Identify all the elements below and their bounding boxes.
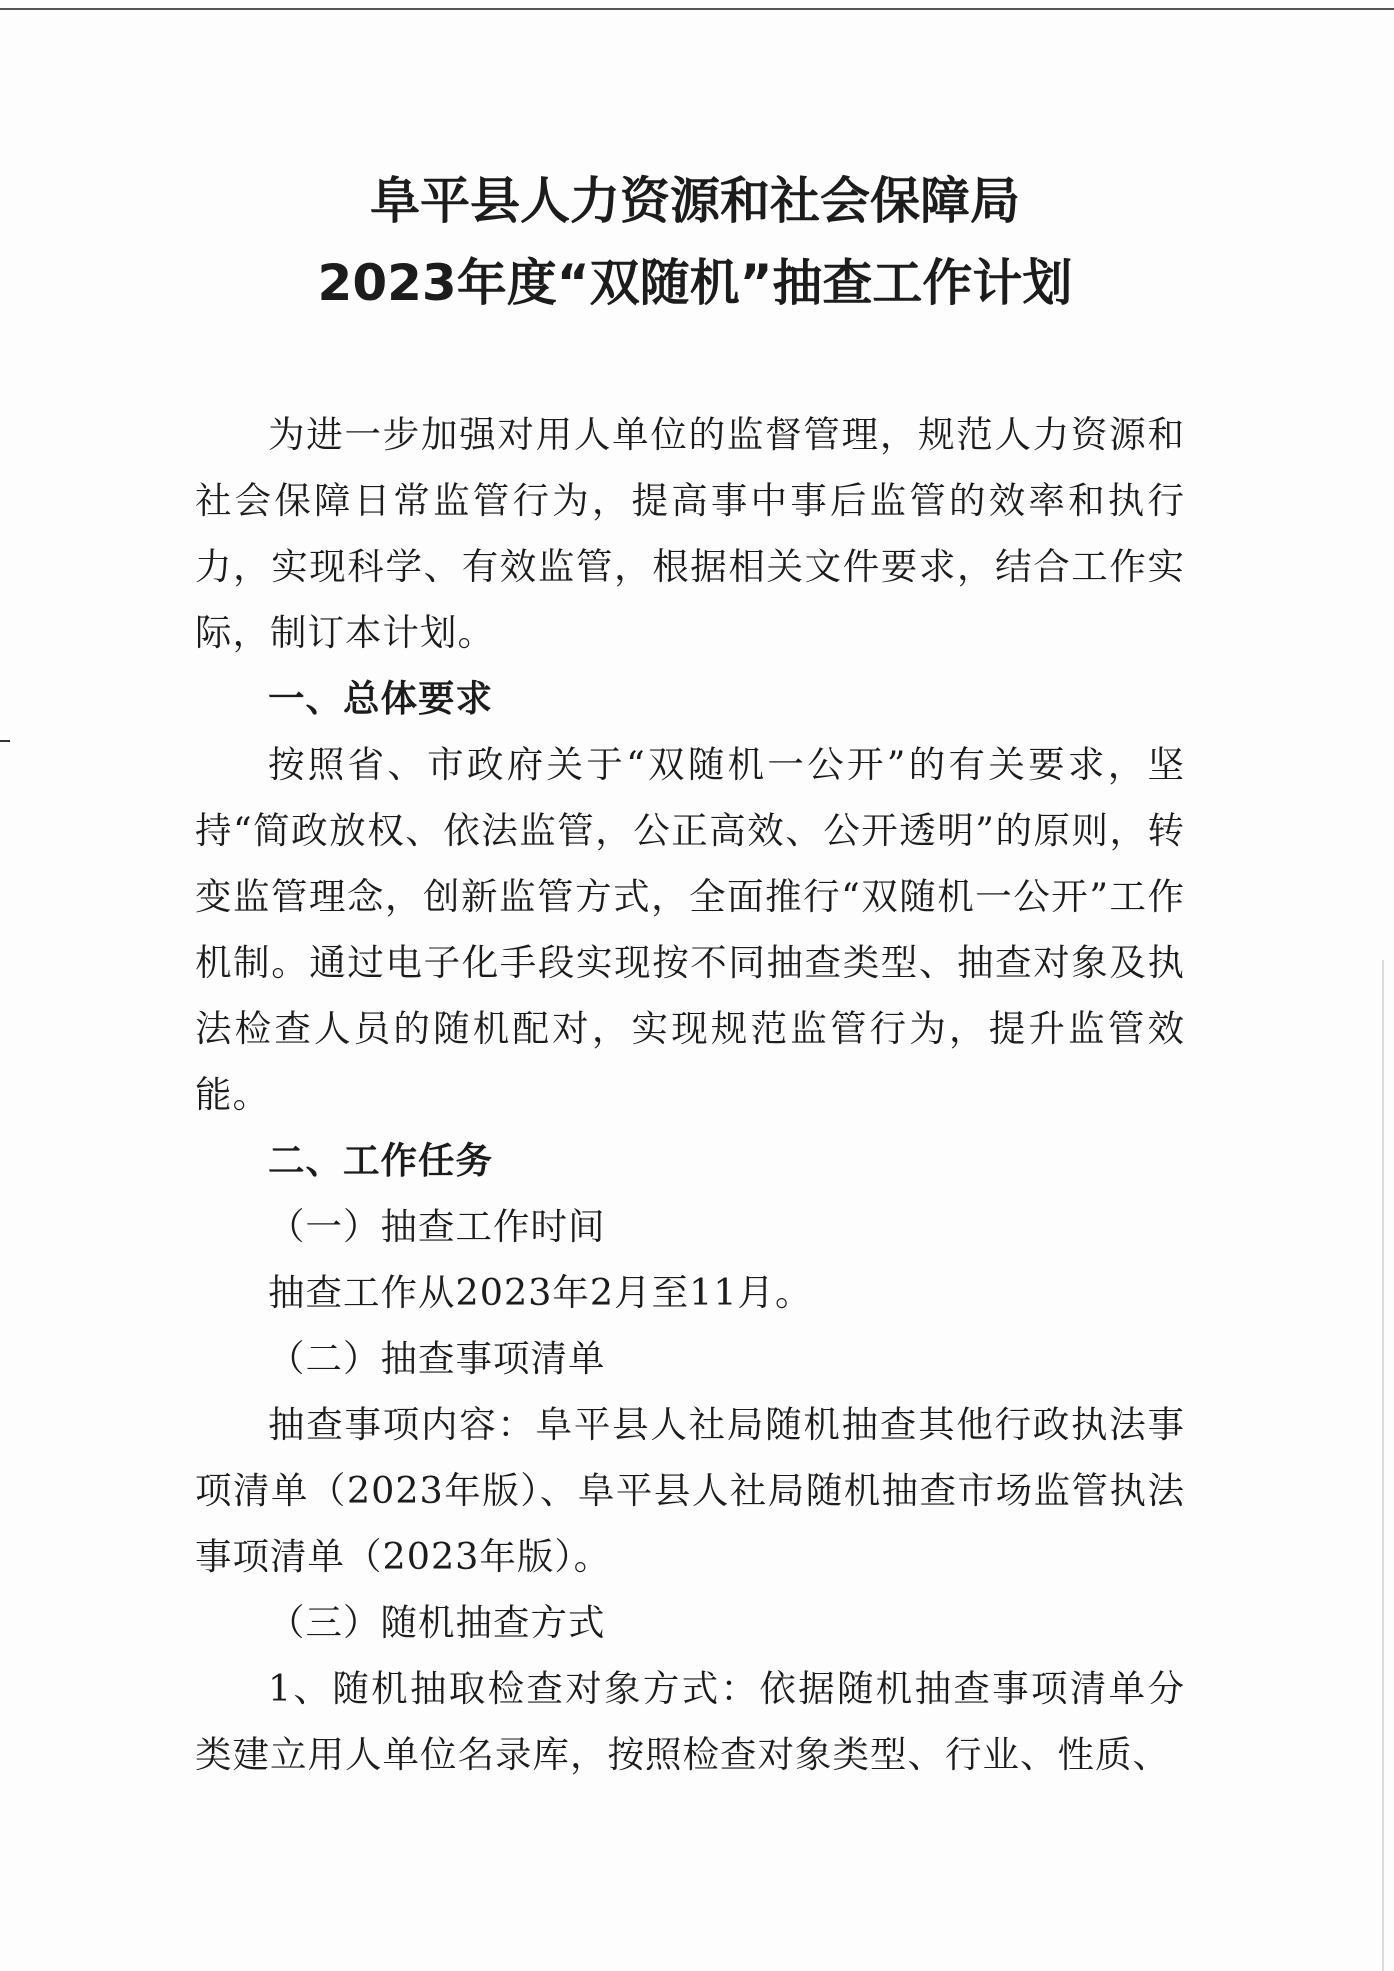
subsection-2-paragraph: 抽查事项内容：阜平县人社局随机抽查其他行政执法事项清单（2023年版）、阜平县人社局随机抽查市场监管执法事项清单（2023年版）。 (195, 1403, 1185, 1578)
section-1-heading: 一、总体要求 (268, 677, 493, 720)
scan-edge-right (1382, 960, 1384, 1971)
section-2-heading: 二、工作任务 (268, 1139, 493, 1182)
scan-edge-top (0, 8, 1394, 10)
document-title (195, 160, 1185, 324)
subsection-2-heading: （二）抽查事项清单 (268, 1337, 606, 1380)
section-1-paragraph: 按照省、市政府关于“双随机一公开”的有关要求，坚持“简政放权、依法监管，公正高效、公开透明”的原则，转变监管理念，创新监管方式，全面推行“双随机一公开”工作机制。通过电子化手段实现按不同抽查类型、抽查对象及执法检查人员的随机配对，实现规范监管行为，提升监管效能。 (195, 743, 1185, 1116)
subsection-3-item-1: 1、随机抽取检查对象方式：依据随机抽查事项清单分类建立用人单位名录库，按照检查对象类型、行业、性质、 (195, 1667, 1185, 1776)
title-line-2: 2023年度“双随机”抽查工作计划 (317, 254, 1073, 312)
subsection-1-heading: （一）抽查工作时间 (268, 1205, 606, 1248)
intro-paragraph: 为进一步加强对用人单位的监督管理，规范人力资源和社会保障日常监管行为，提高事中事后监管的效率和执行力，实现科学、有效监管，根据相关文件要求，结合工作实际，制订本计划。 (195, 413, 1185, 654)
title-line-1: 阜平县人力资源和社会保障局 (370, 172, 1020, 230)
document-page (195, 160, 1185, 1788)
subsection-1-paragraph: 抽查工作从2023年2月至11月。 (268, 1271, 813, 1314)
scan-mark-left (0, 740, 10, 742)
document-body (195, 402, 1185, 1788)
subsection-3-heading: （三）随机抽查方式 (268, 1601, 606, 1644)
